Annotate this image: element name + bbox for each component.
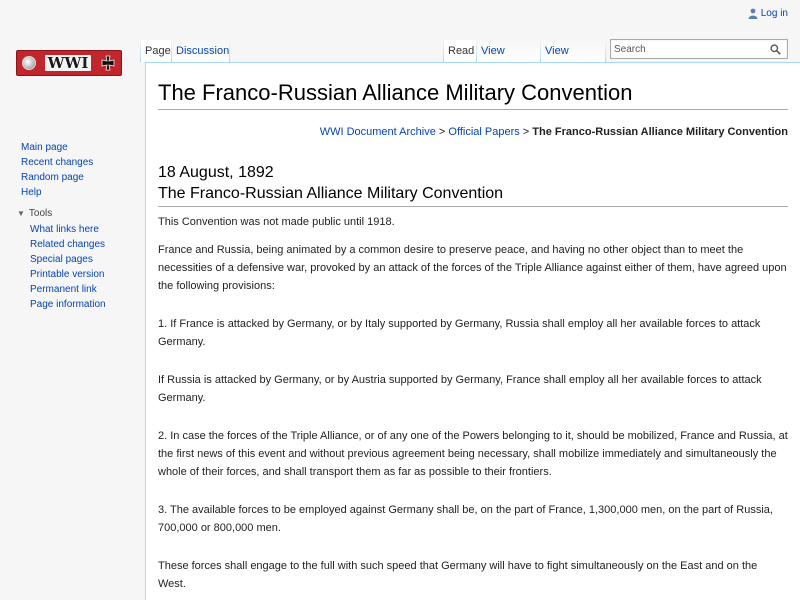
tab-page-label: Page [145, 45, 171, 57]
tools-list [30, 222, 106, 312]
tab-divider [229, 40, 230, 62]
sidebar-item-related-changes[interactable]: Related changes [30, 239, 106, 250]
paragraph-article-1b: If Russia is attacked by Germany, or by Austria supported by Germany, France shall employ all her available forces to attack Germany. [158, 374, 762, 404]
breadcrumb-root-link[interactable]: WWI Document Archive [319, 126, 436, 138]
tab-read-label: Read [448, 45, 475, 57]
paragraph-intro: France and Russia, being animated by a common desire to preserve peace, and having no other object than to meet the necessities of a defensive war, provoked by an attack of the forces of the Triple Alliance against either of them, have agreed upon the following provisions: [158, 244, 787, 292]
sidebar-item-main-page[interactable]: Main page [21, 142, 68, 153]
search-box [610, 39, 788, 59]
breadcrumb-separator: > [522, 126, 530, 138]
breadcrumb-separator: > [438, 126, 446, 138]
tab-view-history-label[interactable]: View [545, 45, 569, 57]
user-icon [748, 8, 758, 19]
navigation-list [21, 140, 106, 200]
paragraph-article-1: 1. If France is attacked by Germany, or by Italy supported by Germany, Russia shall employ all her available forces to attack Germany. [158, 318, 761, 348]
tab-discussion[interactable] [172, 40, 229, 62]
tab-divider [605, 40, 606, 62]
triangle-down-icon: ▼ [17, 209, 25, 218]
tab-read[interactable] [444, 40, 476, 62]
page-title: The Franco-Russian Alliance Military Convention [158, 80, 788, 110]
medal-icon [22, 56, 36, 70]
tab-page[interactable] [141, 40, 171, 62]
main-content [145, 62, 800, 600]
sidebar-item-page-information[interactable]: Page information [30, 299, 106, 310]
sidebar-item-recent-changes[interactable]: Recent changes [21, 157, 94, 168]
login-link[interactable]: Log in [760, 8, 788, 19]
tab-view-source-label[interactable]: View [481, 45, 505, 57]
sidebar-item-help[interactable]: Help [21, 187, 42, 198]
search-button[interactable] [766, 40, 784, 58]
document-subtitle: The Franco-Russian Alliance Military Convention [158, 183, 788, 207]
breadcrumb [158, 126, 788, 138]
document-date: 18 August, 1892 [158, 164, 274, 181]
sidebar-item-special-pages[interactable]: Special pages [30, 254, 93, 265]
sidebar-item-what-links-here[interactable]: What links here [30, 224, 99, 235]
sidebar-item-permanent-link[interactable]: Permanent link [30, 284, 97, 295]
paragraph-article-3: 3. The available forces to be employed against Germany shall be, on the part of France, 1,300,000 men, on the part of Russia, 700,000 or 800,000 men. [158, 504, 773, 534]
tools-toggle[interactable] [17, 206, 106, 221]
personal-tools [748, 8, 788, 19]
sidebar-item-random-page[interactable]: Random page [21, 172, 84, 183]
site-logo[interactable] [16, 50, 122, 76]
tab-discussion-label[interactable]: Discussion [176, 45, 230, 57]
tab-view-history[interactable] [541, 40, 605, 62]
search-input[interactable] [611, 44, 766, 55]
paragraph-article-3b: These forces shall engage to the full with such speed that Germany will have to fight simultaneously on the East and on the West. [158, 560, 758, 590]
tools-heading: Tools [28, 208, 53, 219]
tab-view-source[interactable] [477, 40, 540, 62]
paragraph-article-2: 2. In case the forces of the Triple Alliance, or of any one of the Powers belonging to it, should be mobilized, France and Russia, at the first news of this event and without previous agreement being necessary, shall mobilize immediately and simultaneously the whole of their forces, and shall transport them as far as possible to their frontiers. [158, 430, 788, 478]
iron-cross-icon [100, 55, 116, 71]
sidebar-item-printable-version[interactable]: Printable version [30, 269, 105, 280]
sidebar-nav [17, 140, 106, 312]
breadcrumb-section-link[interactable]: Official Papers [448, 126, 520, 138]
logo-text: WWI [45, 55, 92, 71]
search-icon [770, 44, 781, 55]
publication-note: This Convention was not made public until 1918. [158, 216, 395, 228]
breadcrumb-current: The Franco-Russian Alliance Military Convention [532, 126, 788, 138]
